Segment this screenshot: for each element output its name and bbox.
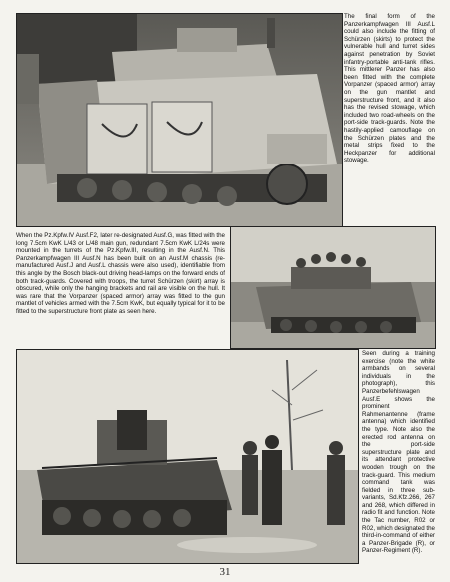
caption-middle-left: When the Pz.Kpfw.IV Ausf.F2, later re-designated Ausf.G, was fitted with the long 7.5cm KwK L/43 or L/48 main gun, redundant 7.5cm KwK L/24s were mounted in the turrets of the Pz.Kpfw.III, resulting in the Ausf.N. This Panzerkampfwagen III Ausf.N has been built on an Ausf.M chassis (re-manufactured Ausf.J and Ausf.L chassis were also used), identifiable from this angle by the Bosch black-out driving head-lamps on the forward ends of both track-guards. Covered with troops, the turret Schürzen (skirt) array is obscured, while only the hanging brackets and rail are visible on the hull. It was rare that the Vorpanzer (spaced armor) array was fitted to the gun mantlet of vehicles armed with the 7.5cm KwK, but equally typical for it to be fitted to the superstructure front plate as seen here. [16,232,225,315]
photo-panzer-iii-ausf-n-image [231,227,435,348]
photo-panzer-iii-ausf-n [230,226,436,349]
photo-panzerbefehlswagen-ausf-e [16,349,359,564]
caption-bottom-right: Seen during a training exercise (note the white armbands on several individuals in the photograph), this Panzerbefehlswagen Ausf.E shows the prominent Rahmenantenne (frame antenna) which identified the type. Note also the erected rod antenna on the port-side superstructure plate and its attendant protective wooden trough on the track-guard. This medium command tank was fielded in three sub-variants, Sd.Kfz.266, 267 and 268, which differed in radio fit and function. Note the Tac number, R02 or R02, which designated the third-in-command of either a Panzer-Brigade (R), or Panzer-Regiment (R). [362,350,435,555]
photo-panzerbefehlswagen-ausf-e-image [17,350,358,563]
caption-top-right: The final form of the Panzerkampfwagen III Ausf.L could also include the fitting of Schürzen (skirts) to protect the vulnerable hull and turret sides against penetration by Soviet infantry-portable anti-tank rifles. This mittlerer Panzer has also been fitted with the complete Vorpanzer (spaced armor) array on the gun mantlet and superstructure front, and it also has the revised stowage, which included two road-wheels on the port-side track-guards. Note the hastily-applied camouflage on the Schürzen plates and the metal strips fixed to the Heckpanzer for additional stowage. [344,13,435,165]
photo-panzer-iii-ausf-l-image [17,14,342,226]
page-number: 31 [219,566,231,578]
photo-panzer-iii-ausf-l [16,13,343,227]
